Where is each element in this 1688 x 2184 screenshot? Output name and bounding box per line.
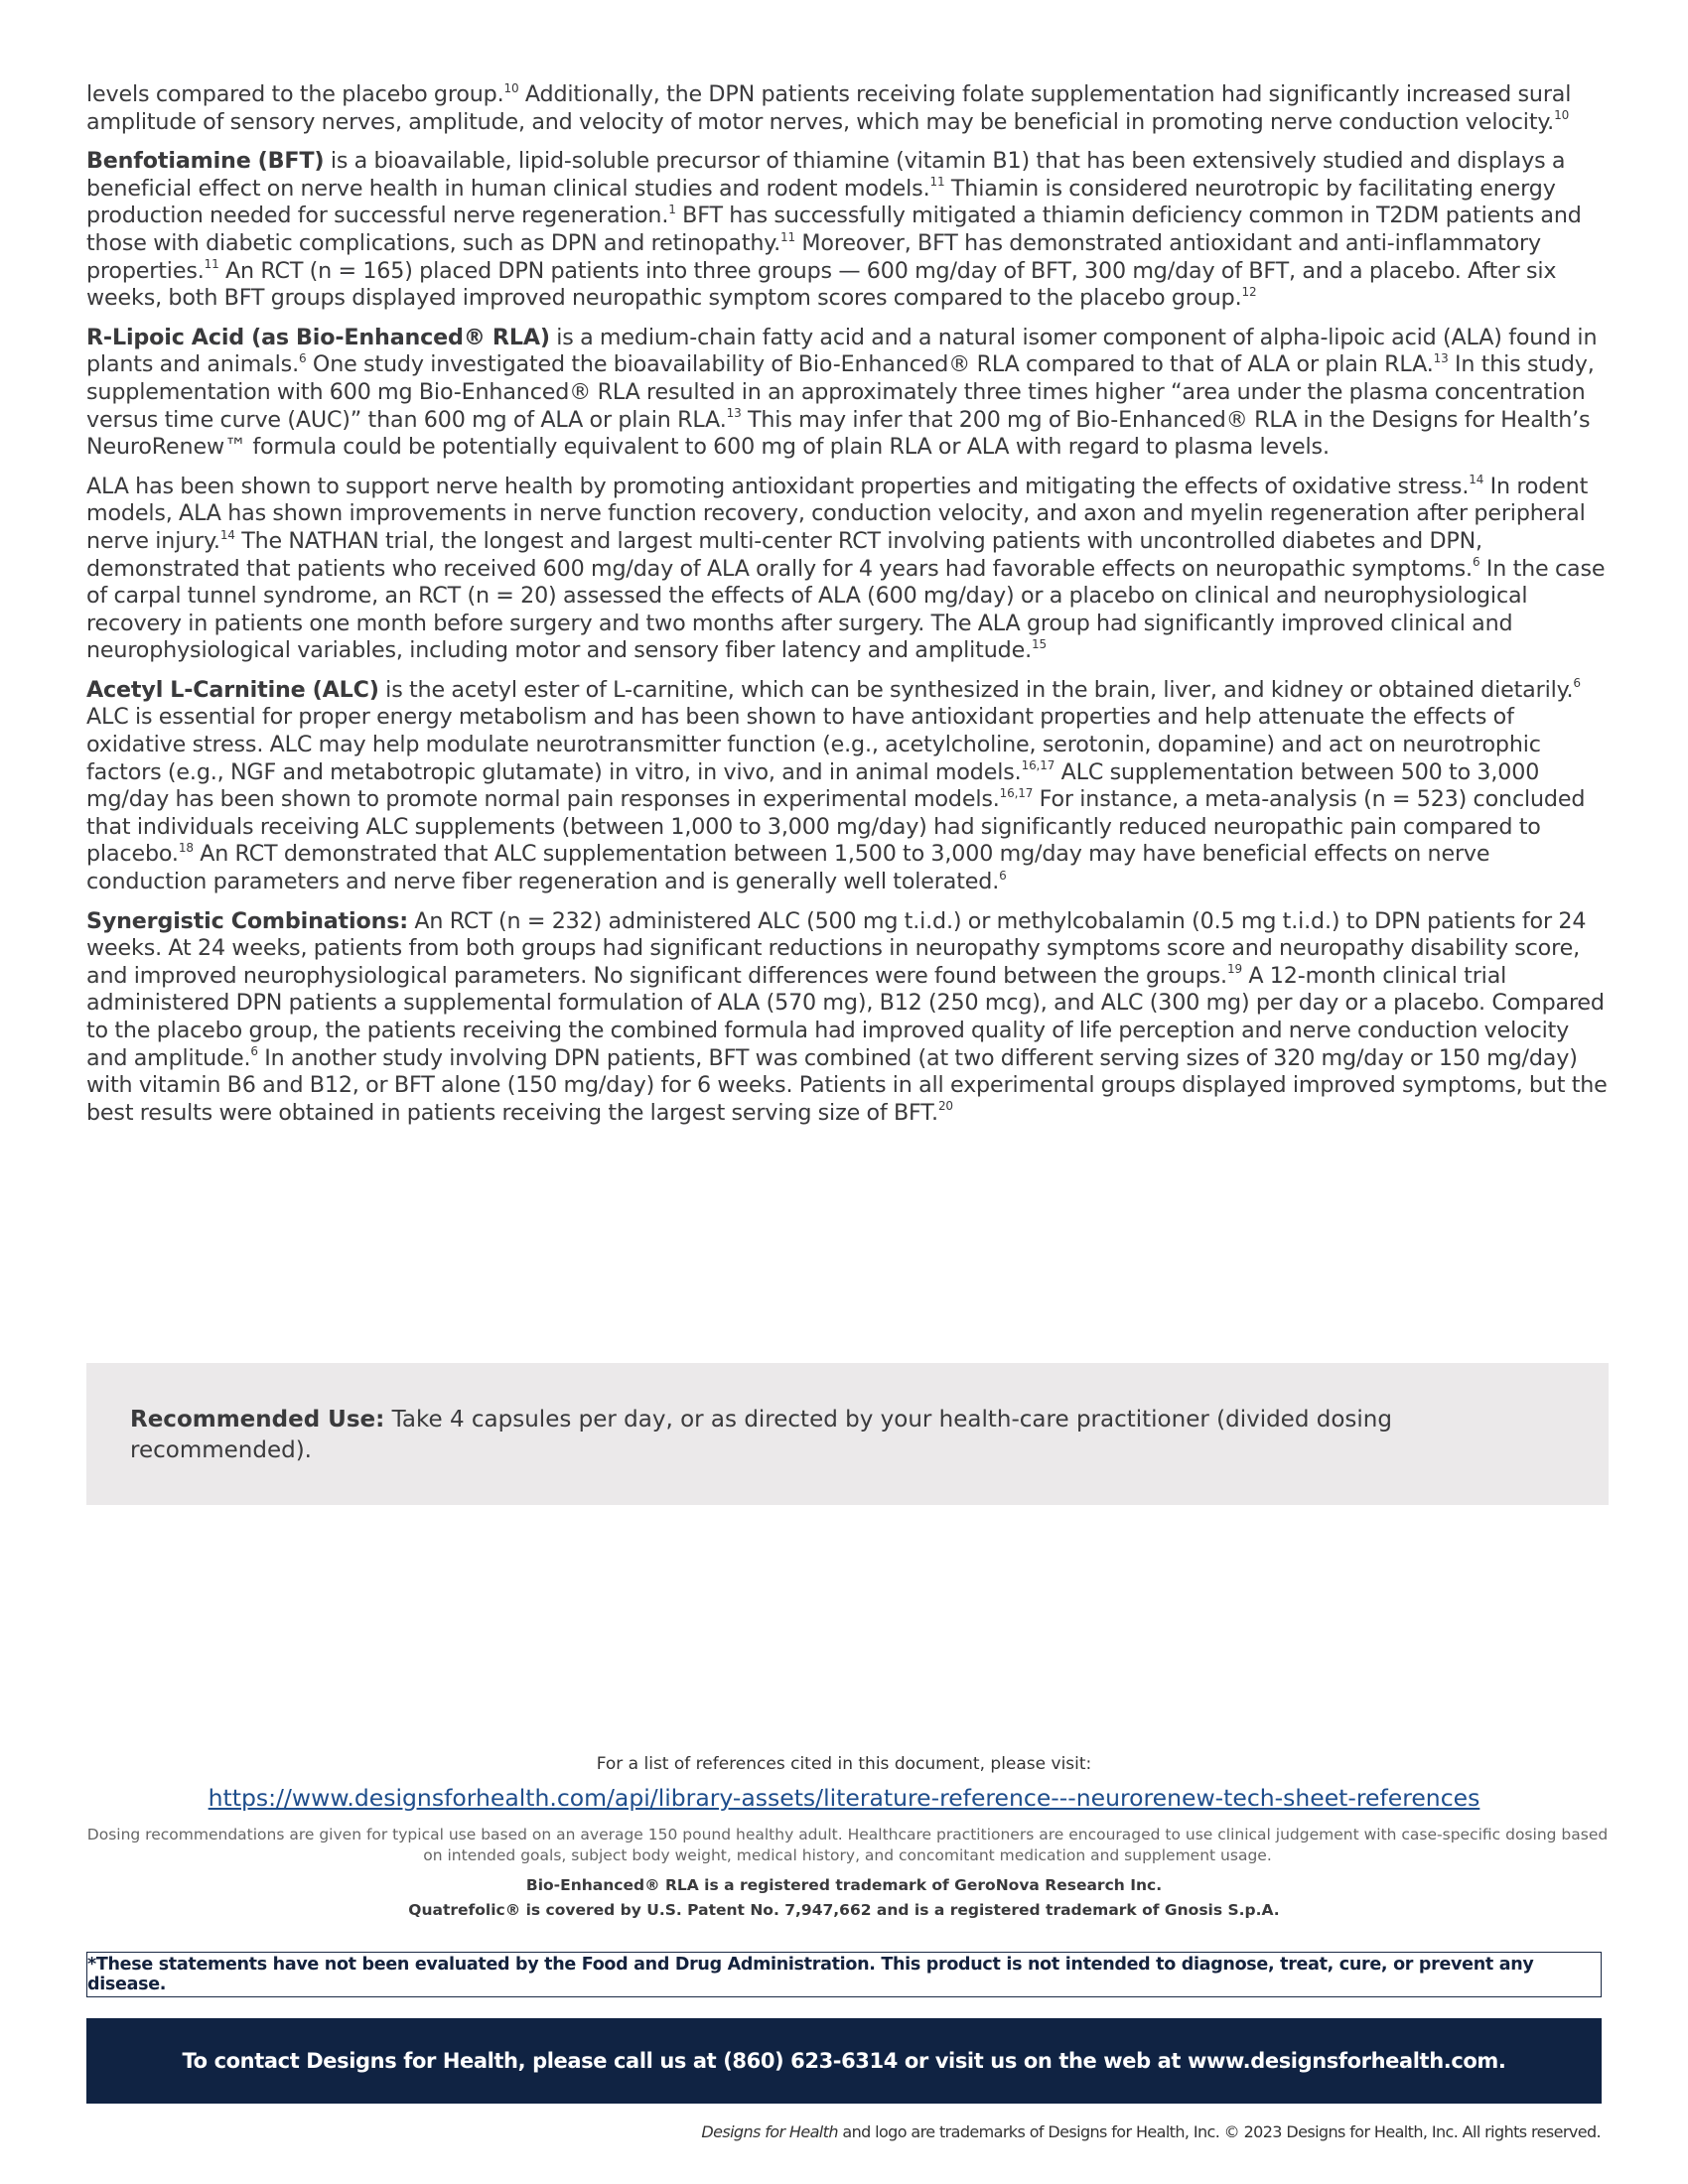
- fda-disclaimer: *These statements have not been evaluated by the Food and Drug Administration. This product is not intended to diagnose, treat, cure, or prevent any disease.: [87, 1955, 1534, 1994]
- intro-paragraph: levels compared to the placebo group.$^{10}$ Additionally, the DPN patients receiving folate supplementation had significantly increased sural amplitude of sensory nerves, amplitude, and velocity of motor nerves, which may be beneficial in promoting nerve conduction velocity.$^{10}$: [86, 80, 1572, 135]
- fda-disclaimer-box: [86, 1952, 1602, 1997]
- contact-bar: [86, 2018, 1602, 2104]
- brand-name: Designs for Health: [701, 2122, 838, 2141]
- citation: 10: [1554, 108, 1570, 123]
- benfotiamine-paragraph: Benfotiamine (BFT) is a bioavailable, lipid-soluble precursor of thiamine (vitamin B1) that has been extensively studied and displays a beneficial effect on nerve health in human clinical studies and rodent models.$^{11}$ Thiamin is considered neurotropic by facilitating energy production needed for successful nerve regeneration.$^1$ BFT has successfully mitigated a thiamin deficiency common in T2DM patients and those with diabetic complications, such as DPN and retinopathy.$^{11}$ Moreover, BFT has demonstrated antioxidant and anti-inflammatory properties.$^{11}$ An RCT (n = 165) placed DPN patients into three groups — 600 mg/day of BFT, 300 mg/day of BFT, and a placebo. After six weeks, both BFT groups displayed improved neuropathic symptom scores compared to the placebo group.$^{12}$: [86, 148, 1582, 312]
- rla-heading: R-Lipoic Acid (as Bio-Enhanced® RLA): [86, 324, 550, 350]
- references-link[interactable]: https://www.designsforhealth.com/api/library-assets/literature-reference---neurorenew-tech-sheet-references: [208, 1784, 1480, 1812]
- alc-paragraph: Acetyl L-Carnitine (ALC) is the acetyl ester of L-carnitine, which can be synthesized in the brain, liver, and kidney or obtained dietarily.$^6$ ALC is essential for proper energy metabolism and has been shown to have antioxidant properties and help attenuate the effects of oxidative stress. ALC may help modulate neurotransmitter function (e.g., acetylcholine, serotonin, dopamine) and act on neurotrophic factors (e.g., NGF and metabotropic glutamate) in vitro, in vivo, and in animal models.$^{16,17}$ ALC supplementation between 500 to 3,000 mg/day has been shown to promote normal pain responses in experimental models.$^{16,17}$ For instance, a meta-analysis (n = 523) concluded that individuals receiving ALC supplements (between 1,000 to 3,000 mg/day) had significantly reduced neuropathic pain compared to placebo.$^{18}$ An RCT demonstrated that ALC supplementation between 1,500 to 3,000 mg/day may have beneficial effects on nerve conduction parameters and nerve fiber regeneration and is generally well tolerated.$^6$: [86, 676, 1586, 895]
- rla-paragraph: R-Lipoic Acid (as Bio-Enhanced® RLA) is a medium-chain fatty acid and a natural isomer component of alpha-lipoic acid (ALA) found in plants and animals.$^6$ One study investigated the bioavailability of Bio-Enhanced® RLA compared to that of ALA or plain RLA.$^{13}$ In this study, supplementation with 600 mg Bio-Enhanced® RLA resulted in an approximately three times higher “area under the plasma concentration versus time curve (AUC)” than 600 mg of ALA or plain RLA.$^{13}$ This may infer that 200 mg of Bio-Enhanced® RLA in the Designs for Health’s NeuroRenew™ formula could be potentially equivalent to 600 mg of plain RLA or ALA with regard to plasma levels.: [86, 324, 1598, 461]
- benfotiamine-heading: Benfotiamine (BFT): [86, 148, 325, 175]
- recommended-use-box: [86, 1363, 1609, 1505]
- copyright-notice: Designs for Health and logo are trademarks of Designs for Health, Inc. © 2023 Designs for Health, Inc. All rights reserved.: [701, 2122, 1601, 2141]
- dosing-note: Dosing recommendations are given for typical use based on an average 150 pound healthy adult. Healthcare practitioners are encouraged to use clinical judgement with case-specific dosing based on intended goals, subject body weight, medical history, and concomitant medication and supplement usage.: [86, 1826, 1609, 1864]
- citation: 10: [503, 80, 519, 95]
- recommended-use-text: Recommended Use: Take 4 capsules per day, or as directed by your health-care practitioner (divided dosing recommended).: [130, 1407, 1392, 1463]
- trademark-bio-enhanced: Bio-Enhanced® RLA is a registered trademark of GeroNova Research Inc.: [525, 1876, 1163, 1894]
- references-intro: For a list of references cited in this document, please visit:: [596, 1754, 1092, 1774]
- trademark-quatrefolic: Quatrefolic® is covered by U.S. Patent No. 7,947,662 and is a registered trademark of Gnosis S.p.A.: [408, 1901, 1280, 1919]
- ala-paragraph: ALA has been shown to support nerve health by promoting antioxidant properties and mitigating the effects of oxidative stress.$^{14}$ In rodent models, ALA has shown improvements in nerve function recovery, conduction velocity, and axon and myelin regeneration after peripheral nerve injury.$^{14}$ The NATHAN trial, the longest and largest multi-center RCT involving patients with uncontrolled diabetes and DPN, demonstrated that patients who received 600 mg/day of ALA orally for 4 years had favorable effects on neuropathic symptoms.$^6$ In the case of carpal tunnel syndrome, an RCT (n = 20) assessed the effects of ALA (600 mg/day) or a placebo on clinical and neurophysiological recovery in patients one month before surgery and two months after surgery. The ALA group had significantly improved clinical and neurophysiological variables, including motor and sensory fiber latency and amplitude.$^{15}$: [86, 473, 1606, 664]
- references-link-container: [0, 1784, 1688, 1812]
- alc-heading: Acetyl L-Carnitine (ALC): [86, 676, 379, 703]
- main-body-text: [86, 81, 1616, 1139]
- synergistic-heading: Synergistic Combinations:: [86, 907, 408, 934]
- recommended-use-label: Recommended Use:: [130, 1407, 385, 1433]
- contact-text: To contact Designs for Health, please call us at (860) 623-6314 or visit us on the web at www.designsforhealth.com.: [182, 2049, 1506, 2073]
- synergistic-paragraph: Synergistic Combinations: An RCT (n = 232) administered ALC (500 mg t.i.d.) or methylcobalamin (0.5 mg t.i.d.) to DPN patients for 24 weeks. At 24 weeks, patients from both groups had significant reductions in neuropathy symptoms score and neuropathy disability score, and improved neurophysiological parameters. No significant differences were found between the groups.$^{19}$ A 12-month clinical trial administered DPN patients a supplemental formulation of ALA (570 mg), B12 (250 mcg), and ALC (300 mg) per day or a placebo. Compared to the placebo group, the patients receiving the combined formula had improved quality of life perception and nerve conduction velocity and amplitude.$^6$ In another study involving DPN patients, BFT was combined (at two different serving sizes of 320 mg/day or 150 mg/day) with vitamin B6 and B12, or BFT alone (150 mg/day) for 6 weeks. Patients in all experimental groups displayed improved symptoms, but the best results were obtained in patients receiving the largest serving size of BFT.$^{20}$: [86, 907, 1608, 1126]
